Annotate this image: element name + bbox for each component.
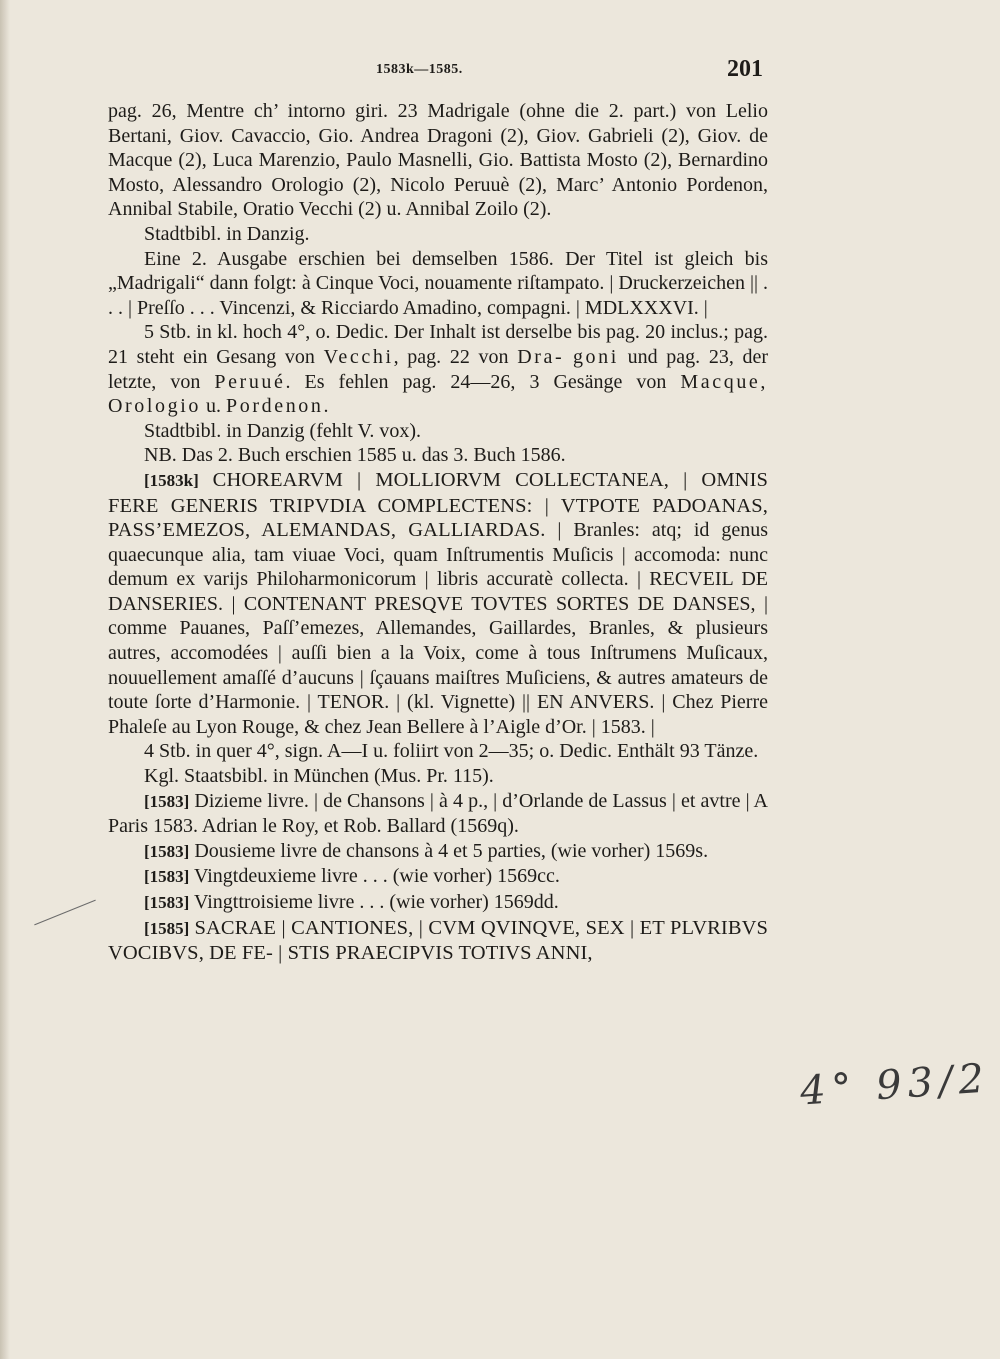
entry-text: Dizieme livre. | de Chansons | à 4 p., | d’Orlande de Lassus | et avtre | A Paris 1583. Adrian le Roy, et Rob. Ballard (1569q). bbox=[108, 789, 769, 838]
name-goni: goni bbox=[572, 345, 619, 368]
entry-1583-vingttroisieme bbox=[108, 890, 768, 916]
page-header bbox=[0, 50, 1000, 90]
entry-1583-vingtdeuxieme bbox=[108, 864, 768, 890]
entry-1585-sacrae bbox=[108, 916, 768, 966]
entry-id: [1585] bbox=[144, 918, 190, 938]
name-peruue: Peruué bbox=[214, 370, 286, 393]
entry-1583-dousieme bbox=[108, 839, 768, 865]
text-pag22: , pag. 22 von bbox=[393, 345, 509, 368]
text-fehlen: . Es fehlen pag. 24—26, 3 Gesänge von bbox=[285, 370, 667, 393]
entry-id: [1583] bbox=[144, 791, 190, 811]
entry-1583k-description: 4 Stb. in quer 4°, sign. A—I u. foliirt von 2—35; o. Dedic. Enthält 93 Tänze. bbox=[144, 740, 759, 763]
entry-title-continued: | Branles: atq; id genus quaecunque alia, tam viuae Voci, quam Inſtrumentis Muſicis | accomoda: nunc demum ex varijs Philoharmonicorum | libris accuratè collecta. | RECVEIL DE DANSERIES. | CONTENANT PRESQVE TOVTES SORTES DE DANSES, | comme Pauanes, Paſſ’emezes, Allemandes, Gaillardes, Branles, & plusieurs autres, accomodées | auſſi bien a la Voix, come à tous Inſtrumens Muſicaux, nouuellement amaſſé d’aucuns | ſçauans maiſtres Muſiciens, & autres amateurs de toute ſorte d’Harmonie. | TENOR. | (kl. Vignette) || EN ANVERS. | Chez Pierre Phaleſe au Lyon Rouge, & chez Jean Bellere à l’Aigle d’Or. | 1583. | bbox=[108, 519, 768, 738]
entry-id: [1583] bbox=[144, 867, 190, 887]
paragraph-location-danzig: Stadtbibl. in Danzig. bbox=[144, 222, 310, 245]
paragraph-edition-description bbox=[108, 320, 768, 418]
paragraph-contents-list: pag. 26, Mentre ch’ intorno giri. 23 Madrigale (ohne die 2. part.) von Lelio Bertani, Giov. Cavaccio, Gio. Andrea Dragoni (2), Giov. Gabrieli (2), Giov. de Macque (2), Luca Marenzio, Paulo Masnelli, Gio. Battista Mosto (2), Bernardino Mosto, Alessandro Orologio (2), Nicolo Peruuè (2), Marc’ Antonio Pordenon, Annibal Stabile, Oratio Vecchi (2) u. Annibal Zoilo (2). bbox=[108, 100, 768, 221]
margin-pencil-mark bbox=[34, 900, 96, 926]
entry-id: [1583k] bbox=[144, 470, 199, 490]
page-edge-shadow bbox=[0, 0, 10, 1359]
text-und: und pag. 23, der letzte, von bbox=[108, 345, 769, 393]
entry-text: Vingttroisieme livre . . . (wie vorher) 1569dd. bbox=[193, 891, 559, 913]
entry-text: Vingtdeuxieme livre . . . (wie vorher) 1569cc. bbox=[193, 865, 560, 888]
entry-1583-dizieme bbox=[108, 789, 768, 839]
entry-1583k bbox=[108, 468, 768, 740]
entry-id: [1583] bbox=[144, 841, 190, 861]
text-u: u. bbox=[206, 395, 222, 418]
paragraph-second-edition: Eine 2. Ausgabe erschien bei demselben 1586. Der Titel ist gleich bis „Madrigali“ dann folgt: à Cinque Voci, nouamente riſtampato. | Druckerzeichen || . . . | Preſſo . . . Vincenzi, & Ricciardo Amadino, compagni. | MDLXXXVI. | bbox=[108, 247, 768, 319]
name-vecchi: Vecchi bbox=[323, 345, 394, 368]
paragraph-note: NB. Das 2. Buch erschien 1585 u. das 3. Buch 1586. bbox=[144, 444, 566, 467]
entry-1583k-location: Kgl. Staatsbibl. in München (Mus. Pr. 115). bbox=[144, 765, 494, 788]
handwritten-shelfmark: 4° 93/2 bbox=[798, 1055, 992, 1115]
page-number: 201 bbox=[727, 56, 763, 82]
name-dra: Dra- bbox=[517, 345, 565, 368]
name-macque: Macque, Orologio bbox=[108, 370, 769, 418]
entry-text: Dousieme livre de chansons à 4 et 5 parties, (wie vorher) 1569s. bbox=[194, 839, 709, 862]
page-body bbox=[108, 99, 768, 966]
entry-id: [1583] bbox=[144, 893, 190, 912]
text-dot: . bbox=[323, 395, 329, 418]
name-pordenon: Pordenon bbox=[226, 395, 324, 418]
paragraph-location-danzig-2: Stadtbibl. in Danzig (fehlt V. vox). bbox=[144, 419, 422, 442]
running-head: 1583k—1585. bbox=[376, 62, 463, 77]
entry-title: CHOREARVM | MOLLIORVM COLLECTANEA, | OMNIS FERE GENERIS TRIPVDIA COMPLECTENS: | VTPOTE PADOANAS, PASS’EMEZOS, ALEMANDAS, GALLIARDAS. bbox=[108, 468, 768, 542]
edition-description-text: 5 Stb. in kl. hoch 4°, o. Dedic. Der Inhalt ist derselbe bis pag. 20 inclus.; pag. 21 steht ein Gesang von bbox=[108, 321, 768, 368]
entry-title: SACRAE | CANTIONES, | CVM QVINQVE, SEX | ET PLVRIBVS VOCIBVS, DE FE- | STIS PRAECIPVIS TOTIVS ANNI, bbox=[108, 916, 768, 965]
